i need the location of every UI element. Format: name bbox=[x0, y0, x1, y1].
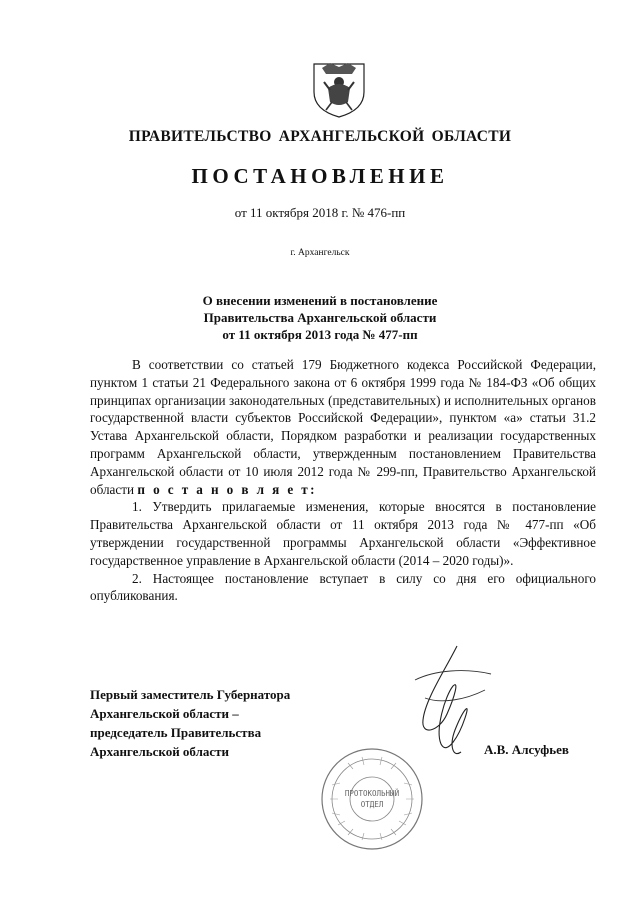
signer-name: А.В. Алсуфьев bbox=[484, 742, 569, 757]
subject-line-2: Правительства Архангельской области bbox=[203, 310, 437, 325]
document-body bbox=[90, 356, 596, 605]
coat-of-arms-emblem bbox=[308, 58, 370, 120]
subject-line-1: О внесении изменений в постановление bbox=[202, 293, 438, 308]
signer-line-1: Первый заместитель Губернатора bbox=[90, 687, 291, 702]
date-and-number: от 11 октября 2018 г. № 476-пп bbox=[234, 205, 406, 220]
document-subject bbox=[0, 292, 640, 343]
decree-word: п о с т а н о в л я е т bbox=[137, 481, 311, 497]
signer-line-4: Архангельской области bbox=[90, 744, 230, 759]
decree-colon: : bbox=[310, 481, 315, 497]
document-type-title: ПОСТАНОВЛЕНИЕ bbox=[191, 164, 449, 188]
stamp-text-1: ПРОТОКОЛЬНЫЙ bbox=[344, 789, 400, 798]
subject-line-3: от 11 октября 2013 года № 477-пп bbox=[222, 327, 418, 342]
signer-line-3: председатель Правительства bbox=[90, 725, 262, 740]
item-2-paragraph: 2. Настоящее постановление вступает в силу со дня его официального опубликования. bbox=[90, 570, 596, 604]
stamp-text-2: ОТДЕЛ bbox=[360, 800, 384, 809]
government-name: ПРАВИТЕЛЬСТВО АРХАНГЕЛЬСКОЙ ОБЛАСТИ bbox=[128, 128, 512, 145]
preamble-text: В соответствии со статьей 179 Бюджетного кодекса Российской Федерации, пунктом 1 статьи 21 Федерального закона от 6 октября 1999 года № 184-ФЗ «Об общих принципах организации законодательных (представительных) и исполнительных органов государственной власти субъектов Российской Федерации», пунктом «а» статьи 31.2 Устава Архангельской области, Порядком разработки и реализации государственных программ Архангельской области, утвержденным постановлением Правительства Архангельской области от 10 июля 2012 года № 299-пп, Правительство Архангельской области bbox=[90, 357, 596, 497]
official-stamp bbox=[318, 745, 426, 853]
issue-city: г. Архангельск bbox=[290, 248, 350, 258]
preamble-paragraph bbox=[90, 356, 596, 498]
signer-position bbox=[90, 685, 290, 761]
item-1-paragraph: 1. Утвердить прилагаемые изменения, которые вносятся в постановление Правительства Архангельской области от 11 октября 2013 года № 477-пп «Об утверждении государственной программы Архангельской области «Эффективное государственное управление в Архангельской области (2014 – 2020 годы)». bbox=[90, 499, 596, 568]
signer-line-2: Архангельской области – bbox=[90, 706, 239, 721]
